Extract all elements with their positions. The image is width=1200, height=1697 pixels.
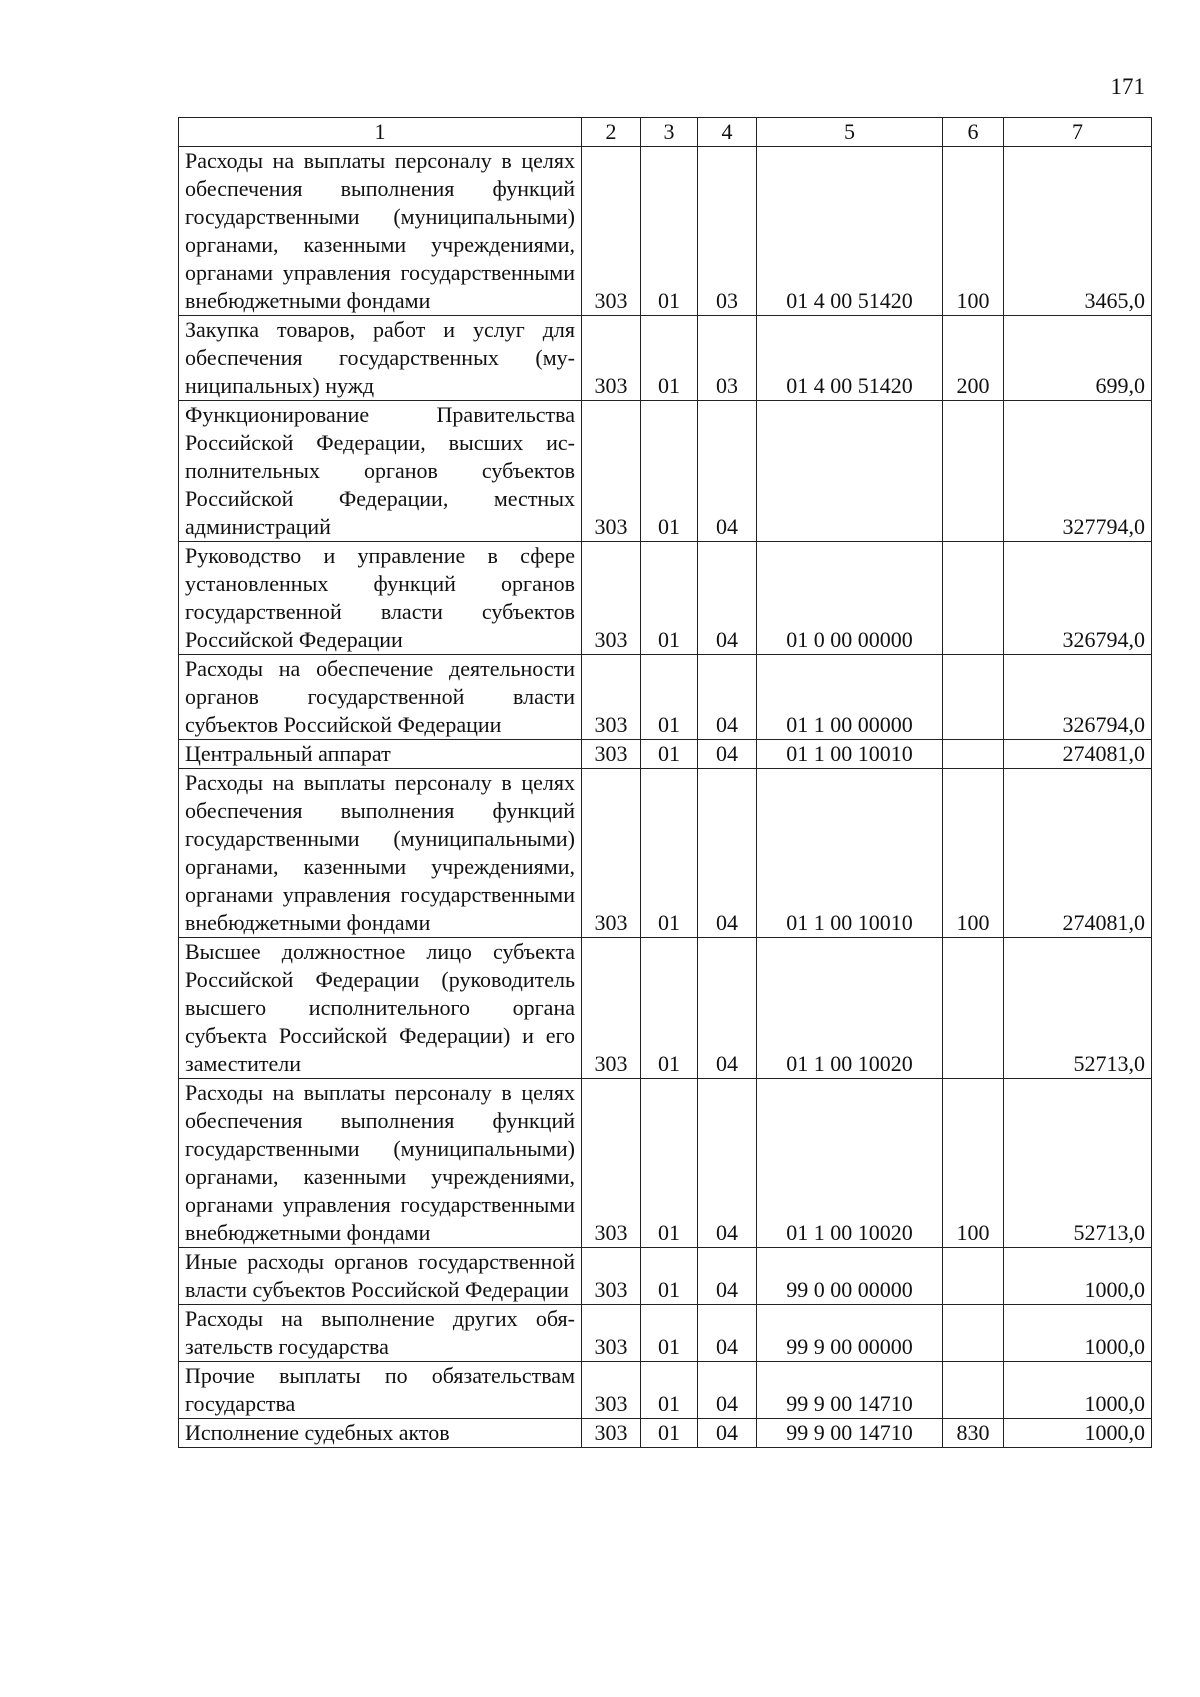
subsection-code: 04 bbox=[698, 542, 757, 655]
column-header: 5 bbox=[757, 118, 943, 147]
target-article-code: 01 0 00 00000 bbox=[757, 542, 943, 655]
amount: 327794,0 bbox=[1004, 401, 1152, 542]
ministry-code: 303 bbox=[582, 1248, 641, 1305]
table-row bbox=[179, 542, 1152, 655]
section-code: 01 bbox=[641, 1305, 698, 1362]
expense-type-code bbox=[943, 1362, 1004, 1419]
table-row bbox=[179, 1079, 1152, 1248]
amount: 1000,0 bbox=[1004, 1248, 1152, 1305]
section-code: 01 bbox=[641, 1079, 698, 1248]
section-code: 01 bbox=[641, 1248, 698, 1305]
expense-type-code bbox=[943, 740, 1004, 769]
section-code: 01 bbox=[641, 938, 698, 1079]
amount: 326794,0 bbox=[1004, 655, 1152, 740]
budget-table bbox=[178, 117, 1152, 1448]
section-code: 01 bbox=[641, 147, 698, 316]
table-row bbox=[179, 147, 1152, 316]
amount: 52713,0 bbox=[1004, 1079, 1152, 1248]
amount: 3465,0 bbox=[1004, 147, 1152, 316]
table-row bbox=[179, 401, 1152, 542]
subsection-code: 04 bbox=[698, 938, 757, 1079]
section-code: 01 bbox=[641, 401, 698, 542]
expense-description: Расходы на выплаты персоналу в целях обеспечения выполнения функций государственными (муниципальными) органами, казенными учреждениями, органами управления государственными внебюджетными фондами bbox=[179, 769, 582, 938]
table-row bbox=[179, 1362, 1152, 1419]
ministry-code: 303 bbox=[582, 401, 641, 542]
target-article-code bbox=[757, 401, 943, 542]
amount: 326794,0 bbox=[1004, 542, 1152, 655]
section-code: 01 bbox=[641, 655, 698, 740]
subsection-code: 04 bbox=[698, 1419, 757, 1448]
column-header: 1 bbox=[179, 118, 582, 147]
target-article-code: 01 4 00 51420 bbox=[757, 147, 943, 316]
ministry-code: 303 bbox=[582, 740, 641, 769]
target-article-code: 01 1 00 10010 bbox=[757, 769, 943, 938]
subsection-code: 04 bbox=[698, 1079, 757, 1248]
ministry-code: 303 bbox=[582, 147, 641, 316]
expense-type-code: 100 bbox=[943, 147, 1004, 316]
expense-description: Руководство и управление в сфере установленных функций органов государственной власти субъектов Российской Федерации bbox=[179, 542, 582, 655]
subsection-code: 04 bbox=[698, 769, 757, 938]
table-row bbox=[179, 740, 1152, 769]
expense-description: Центральный аппарат bbox=[179, 740, 582, 769]
amount: 52713,0 bbox=[1004, 938, 1152, 1079]
subsection-code: 04 bbox=[698, 655, 757, 740]
target-article-code: 01 1 00 10020 bbox=[757, 1079, 943, 1248]
column-header: 3 bbox=[641, 118, 698, 147]
ministry-code: 303 bbox=[582, 1305, 641, 1362]
amount: 274081,0 bbox=[1004, 740, 1152, 769]
ministry-code: 303 bbox=[582, 655, 641, 740]
ministry-code: 303 bbox=[582, 938, 641, 1079]
target-article-code: 99 9 00 14710 bbox=[757, 1419, 943, 1448]
section-code: 01 bbox=[641, 1419, 698, 1448]
subsection-code: 03 bbox=[698, 316, 757, 401]
expense-description: Иные расходы органов государственной власти субъектов Российской Федерации bbox=[179, 1248, 582, 1305]
section-code: 01 bbox=[641, 316, 698, 401]
expense-type-code: 200 bbox=[943, 316, 1004, 401]
expense-type-code bbox=[943, 655, 1004, 740]
expense-description: Расходы на выполнение других обязательств государства bbox=[179, 1305, 582, 1362]
expense-type-code bbox=[943, 1248, 1004, 1305]
table-header bbox=[179, 118, 1152, 147]
ministry-code: 303 bbox=[582, 1362, 641, 1419]
column-header: 4 bbox=[698, 118, 757, 147]
target-article-code: 01 1 00 00000 bbox=[757, 655, 943, 740]
subsection-code: 04 bbox=[698, 1362, 757, 1419]
section-code: 01 bbox=[641, 542, 698, 655]
expense-type-code bbox=[943, 542, 1004, 655]
ministry-code: 303 bbox=[582, 769, 641, 938]
expense-type-code bbox=[943, 1305, 1004, 1362]
ministry-code: 303 bbox=[582, 1419, 641, 1448]
amount: 1000,0 bbox=[1004, 1305, 1152, 1362]
table-row bbox=[179, 1248, 1152, 1305]
expense-type-code bbox=[943, 401, 1004, 542]
page-number: 171 bbox=[1110, 74, 1145, 99]
amount: 274081,0 bbox=[1004, 769, 1152, 938]
amount: 1000,0 bbox=[1004, 1419, 1152, 1448]
section-code: 01 bbox=[641, 740, 698, 769]
subsection-code: 03 bbox=[698, 147, 757, 316]
section-code: 01 bbox=[641, 769, 698, 938]
expense-description: Функционирование Правительства Российской Федерации, высших исполнительных органов субъектов Российской Федерации, местных администраций bbox=[179, 401, 582, 542]
target-article-code: 01 4 00 51420 bbox=[757, 316, 943, 401]
table-body bbox=[179, 147, 1152, 1448]
amount: 1000,0 bbox=[1004, 1362, 1152, 1419]
table-row bbox=[179, 655, 1152, 740]
ministry-code: 303 bbox=[582, 316, 641, 401]
expense-description: Исполнение судебных актов bbox=[179, 1419, 582, 1448]
subsection-code: 04 bbox=[698, 401, 757, 542]
table-row bbox=[179, 1305, 1152, 1362]
subsection-code: 04 bbox=[698, 740, 757, 769]
target-article-code: 99 9 00 00000 bbox=[757, 1305, 943, 1362]
section-code: 01 bbox=[641, 1362, 698, 1419]
table-row bbox=[179, 938, 1152, 1079]
ministry-code: 303 bbox=[582, 542, 641, 655]
expense-description: Высшее должностное лицо субъекта Российской Федерации (руководитель высшего исполнительного органа субъекта Российской Федерации) и его заместители bbox=[179, 938, 582, 1079]
subsection-code: 04 bbox=[698, 1305, 757, 1362]
subsection-code: 04 bbox=[698, 1248, 757, 1305]
expense-type-code bbox=[943, 938, 1004, 1079]
target-article-code: 99 0 00 00000 bbox=[757, 1248, 943, 1305]
target-article-code: 01 1 00 10020 bbox=[757, 938, 943, 1079]
table-row bbox=[179, 769, 1152, 938]
column-header: 7 bbox=[1004, 118, 1152, 147]
amount: 699,0 bbox=[1004, 316, 1152, 401]
ministry-code: 303 bbox=[582, 1079, 641, 1248]
expense-type-code: 100 bbox=[943, 769, 1004, 938]
target-article-code: 99 9 00 14710 bbox=[757, 1362, 943, 1419]
expense-type-code: 100 bbox=[943, 1079, 1004, 1248]
expense-description: Расходы на обеспечение деятельности органов государственной власти субъектов Российской Федерации bbox=[179, 655, 582, 740]
expense-description: Закупка товаров, работ и услуг для обеспечения государственных (муниципальных) нужд bbox=[179, 316, 582, 401]
expense-type-code: 830 bbox=[943, 1419, 1004, 1448]
expense-description: Прочие выплаты по обязательствам государства bbox=[179, 1362, 582, 1419]
target-article-code: 01 1 00 10010 bbox=[757, 740, 943, 769]
table-row bbox=[179, 316, 1152, 401]
column-header: 6 bbox=[943, 118, 1004, 147]
expense-description: Расходы на выплаты персоналу в целях обеспечения выполнения функций государственными (муниципальными) органами, казенными учреждениями, органами управления государственными внебюджетными фондами bbox=[179, 1079, 582, 1248]
expense-description: Расходы на выплаты персоналу в целях обеспечения выполнения функций государственными (муниципальными) органами, казенными учреждениями, органами управления государственными внебюджетными фондами bbox=[179, 147, 582, 316]
table-row bbox=[179, 1419, 1152, 1448]
header-row bbox=[179, 118, 1152, 147]
column-header: 2 bbox=[582, 118, 641, 147]
